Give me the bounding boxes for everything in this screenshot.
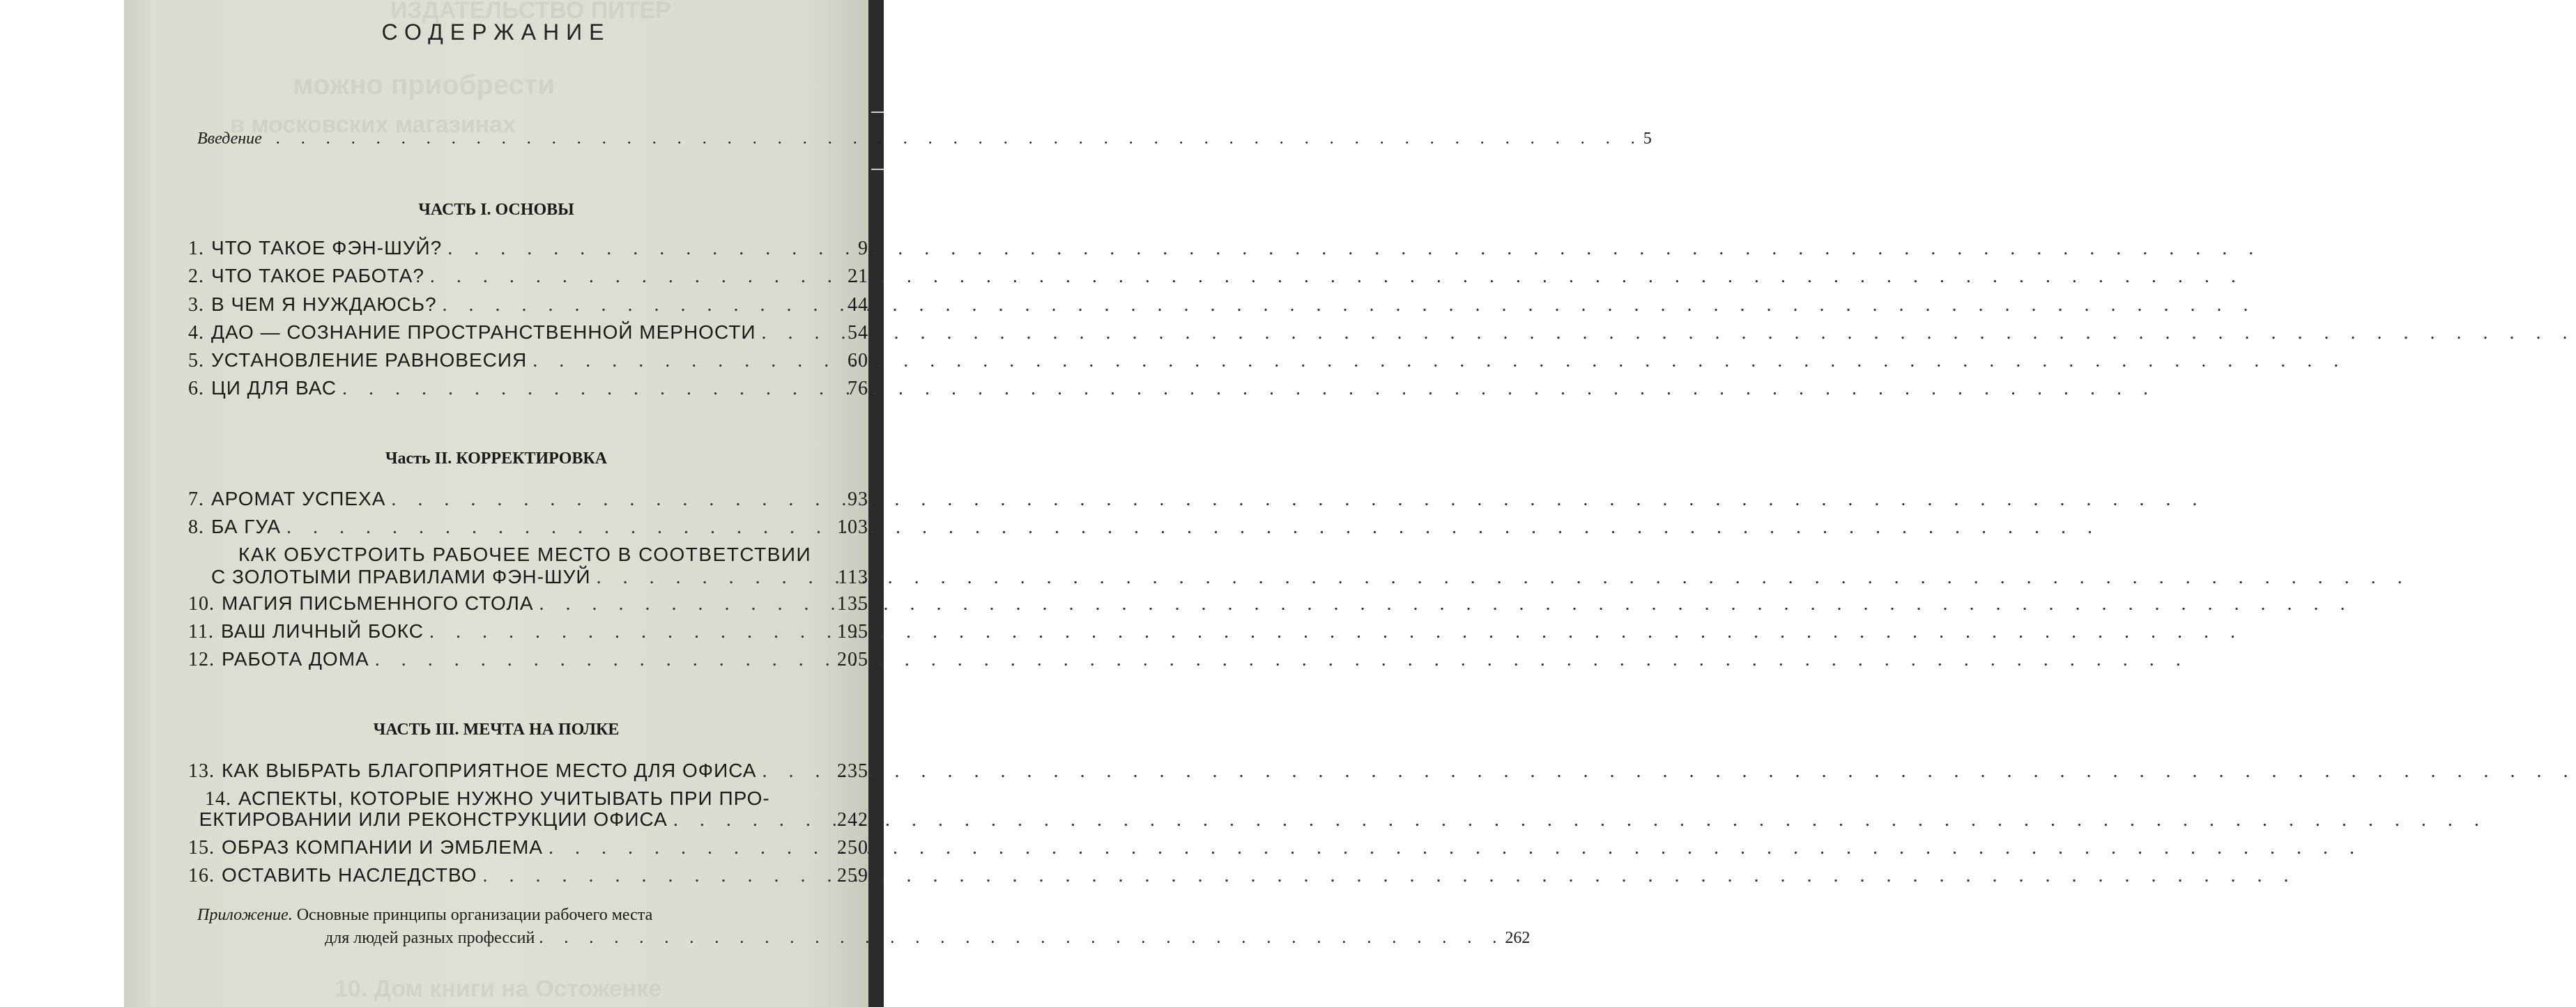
chapter-number: 15.	[188, 837, 215, 859]
dot-leader	[437, 294, 848, 316]
page-number: 93	[848, 489, 868, 510]
page-number: 113	[838, 567, 868, 588]
chapter-number: 14.	[205, 788, 231, 810]
chapter-title: КАК ОБУСТРОИТЬ РАБОЧЕЕ МЕСТО В СООТВЕТСТВИИ	[238, 544, 812, 565]
chapter-title: АСПЕКТЫ, КОТОРЫЕ НУЖНО УЧИТЫВАТЬ ПРИ ПРО-	[238, 787, 770, 809]
part-heading-2: Часть II. КОРРЕКТИРОВКА	[385, 449, 608, 468]
dot-leader	[535, 929, 1505, 948]
toc-intro-row	[197, 130, 1652, 148]
edge-mark	[871, 169, 884, 170]
dot-leader	[534, 593, 837, 615]
page-number: 21	[848, 266, 868, 287]
bleed-through-text: можно приобрести	[293, 70, 555, 100]
chapter-title: ЧТО ТАКОЕ РАБОТА?	[211, 265, 424, 286]
toc-appendix	[197, 906, 1531, 948]
dot-leader	[756, 322, 848, 344]
dot-leader	[527, 350, 848, 372]
dot-leader	[477, 865, 837, 887]
dot-leader	[424, 266, 848, 288]
chapter-number: 4.	[188, 322, 204, 344]
edge-mark	[871, 112, 884, 113]
toc-row	[188, 836, 868, 864]
bleed-through-text: ИЗДАТЕЛЬСТВО ПИТЕР	[390, 0, 671, 24]
toc-row	[188, 808, 868, 836]
chapter-number: 3.	[188, 294, 204, 316]
intro-page: 5	[1643, 130, 1652, 148]
chapter-title: КАК ВЫБРАТЬ БЛАГОПРИЯТНОЕ МЕСТО ДЛЯ ОФИСА	[222, 760, 757, 781]
dot-leader	[442, 238, 858, 260]
page-number: 9	[858, 238, 868, 259]
bleed-through-text: 10. Дом книги на Остоженке	[335, 976, 662, 1002]
toc-row	[188, 516, 868, 544]
chapter-title: АРОМАТ УСПЕХА	[211, 488, 386, 509]
toc-row	[188, 488, 868, 516]
page-number: 250	[837, 837, 868, 859]
dot-leader	[262, 130, 1643, 148]
page-number: 242	[837, 809, 868, 831]
chapter-title: МАГИЯ ПИСЬМЕННОГО СТОЛА	[222, 592, 534, 614]
appendix-title: Основные принципы организации рабочего места	[296, 906, 653, 924]
dot-leader	[668, 809, 837, 831]
appendix-line	[197, 906, 868, 925]
chapter-title: ЦИ ДЛЯ ВАС	[211, 377, 337, 399]
page-number: 195	[837, 621, 868, 643]
chapter-number: 2.	[188, 266, 204, 287]
toc-row	[188, 321, 868, 349]
appendix-line	[197, 929, 1531, 948]
chapter-number: 10.	[188, 593, 215, 615]
appendix-title-continued: для людей разных профессий	[325, 929, 535, 947]
appendix-label: Приложение.	[197, 906, 293, 924]
chapter-number: 11.	[188, 621, 214, 643]
chapter-title: БА ГУА	[211, 516, 281, 537]
toc-row	[188, 349, 868, 377]
chapter-title: ДАО — СОЗНАНИЕ ПРОСТРАНСТВЕННОЙ МЕРНОСТИ	[211, 321, 756, 343]
toc-row	[188, 566, 868, 594]
toc-row	[188, 620, 868, 648]
chapter-number: 16.	[188, 865, 215, 886]
page-number: 54	[848, 322, 868, 344]
page-number: 205	[837, 649, 868, 670]
page-number: 259	[837, 865, 868, 886]
chapter-title: ВАШ ЛИЧНЫЙ БОКС	[220, 620, 424, 642]
dot-leader	[369, 649, 837, 671]
toc-row	[188, 864, 868, 892]
chapter-title-continued: С ЗОЛОТЫМИ ПРАВИЛАМИ ФЭН-ШУЙ	[211, 566, 591, 587]
dot-leader	[424, 621, 837, 643]
toc-row	[188, 648, 868, 676]
part-heading-1: ЧАСТЬ I. ОСНОВЫ	[418, 201, 574, 219]
dot-leader	[591, 567, 838, 589]
chapter-number: 7.	[188, 489, 204, 510]
chapter-title: ОСТАВИТЬ НАСЛЕДСТВО	[222, 864, 477, 886]
chapter-number: 5.	[188, 350, 204, 371]
page-title: СОДЕРЖАНИЕ	[381, 20, 611, 45]
part-heading-3: ЧАСТЬ III. МЕЧТА НА ПОЛКЕ	[373, 721, 620, 739]
chapter-title-continued: ЕКТИРОВАНИИ ИЛИ РЕКОНСТРУКЦИИ ОФИСА	[199, 808, 668, 830]
bleed-through-text: в московских магазинах	[230, 112, 516, 138]
chapter-number: 1.	[188, 238, 204, 259]
page-number: 262	[1505, 929, 1531, 947]
page-number: 76	[848, 378, 868, 399]
chapter-number: 13.	[188, 760, 215, 782]
chapter-title: ЧТО ТАКОЕ ФЭН-ШУЙ?	[211, 237, 443, 259]
toc-row	[188, 293, 868, 321]
dot-leader	[756, 760, 837, 783]
chapter-title: УСТАНОВЛЕНИЕ РАВНОВЕСИЯ	[211, 349, 528, 371]
chapter-title: ОБРАЗ КОМПАНИИ И ЭМБЛЕМА	[222, 836, 543, 858]
page-number: 44	[848, 294, 868, 316]
chapter-title: РАБОТА ДОМА	[222, 648, 369, 670]
dot-leader	[337, 378, 848, 400]
chapter-number: 8.	[188, 516, 204, 538]
chapter-number: 6.	[188, 378, 204, 399]
dot-leader	[543, 837, 837, 859]
toc-row	[188, 760, 868, 787]
image-margin-left	[0, 0, 124, 1007]
toc-row	[188, 377, 868, 405]
page-number: 135	[837, 593, 868, 615]
chapter-number: 12.	[188, 649, 215, 670]
intro-label: Введение	[197, 130, 262, 148]
toc-row	[188, 592, 868, 620]
dot-leader	[281, 516, 837, 539]
dot-leader	[385, 489, 848, 511]
toc-row	[188, 265, 868, 293]
page-number: 235	[837, 760, 868, 782]
toc-row	[188, 237, 868, 265]
page-number: 60	[848, 350, 868, 371]
chapter-title: В ЧЕМ Я НУЖДАЮСЬ?	[211, 293, 437, 315]
page-number: 103	[837, 516, 868, 538]
